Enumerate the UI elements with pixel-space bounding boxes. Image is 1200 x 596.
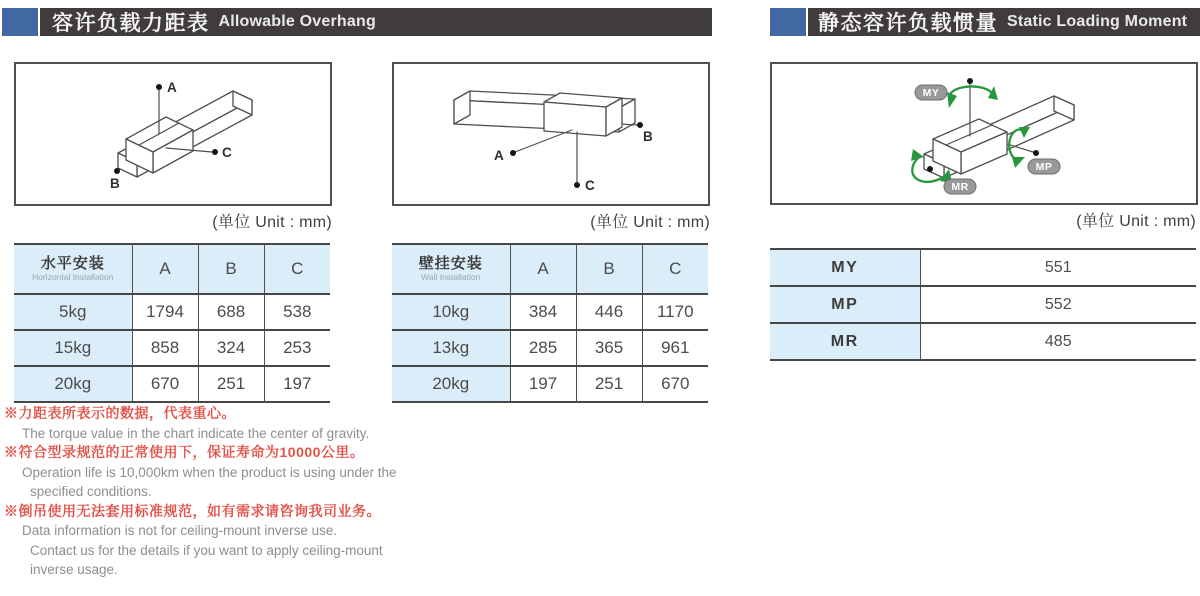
point-b-label: B	[110, 176, 120, 191]
table-row	[392, 330, 708, 366]
table-row	[770, 323, 1196, 360]
table-loading-moment	[770, 248, 1196, 361]
value-cell: 670	[132, 366, 198, 402]
load-cell: 10kg	[392, 294, 510, 330]
note-en: Contact us for the details if you want to apply ceiling-mount	[30, 542, 383, 558]
table-wall-installation	[392, 243, 708, 403]
col-header-a: A	[510, 244, 576, 294]
mr-badge-label: MR	[951, 181, 969, 193]
load-cell: 13kg	[392, 330, 510, 366]
point-c-dot	[574, 182, 580, 188]
value-cell: 538	[264, 294, 330, 330]
value-cell: 285	[510, 330, 576, 366]
point-b-dot	[114, 168, 120, 174]
table-header-row	[392, 244, 708, 294]
unit-label: (单位 Unit : mm)	[1076, 213, 1196, 230]
table-row	[392, 366, 708, 402]
table-row	[14, 294, 330, 330]
note-en: Data information is not for ceiling-mount inverse use.	[22, 523, 338, 538]
note-zh: ※倒吊使用无法套用标准规范，如有需求请咨询我司业务。	[4, 502, 381, 519]
table-row	[770, 286, 1196, 323]
note-zh: ※力距表所表示的数据，代表重心。	[4, 405, 236, 421]
my-axis-dot	[967, 78, 973, 84]
corner-zh: 水平安装	[40, 255, 105, 272]
value-cell: 1794	[132, 294, 198, 330]
value-cell: 961	[642, 330, 708, 366]
section-title-zh: 容许负载力距表	[52, 12, 210, 35]
point-b-label: B	[643, 129, 653, 144]
load-cell: 20kg	[392, 366, 510, 402]
unit-label: (单位 Unit : mm)	[212, 214, 332, 231]
my-badge-label: MY	[922, 87, 940, 99]
moment-value-cell: 551	[920, 249, 1196, 286]
value-cell: 324	[198, 330, 264, 366]
value-cell: 858	[132, 330, 198, 366]
mp-axis-dot	[1033, 150, 1039, 156]
accent-square-left	[2, 8, 38, 36]
section-header-overhang	[40, 8, 712, 36]
corner-en: Wall Installation	[421, 272, 481, 282]
point-c-label: C	[222, 145, 232, 160]
section-title-en: Static Loading Moment	[1007, 13, 1188, 30]
section-title-en: Allowable Overhang	[218, 13, 376, 30]
point-a-label: A	[167, 80, 177, 95]
corner-zh: 壁挂安装	[418, 255, 483, 272]
value-cell: 384	[510, 294, 576, 330]
value-cell: 197	[510, 366, 576, 402]
table-row	[770, 249, 1196, 286]
moment-label-cell: MP	[770, 286, 920, 323]
corner-en: Horizontal Installation	[32, 272, 114, 282]
value-cell: 1170	[642, 294, 708, 330]
value-cell: 670	[642, 366, 708, 402]
value-cell: 197	[264, 366, 330, 402]
note-en: specified conditions.	[30, 484, 152, 499]
value-cell: 446	[576, 294, 642, 330]
diagram-wall-installation	[392, 62, 710, 206]
section-title-zh: 静态容许负载惯量	[818, 12, 998, 35]
note-en: Operation life is 10,000km when the product is using under the	[22, 464, 397, 480]
unit-label: (单位 Unit : mm)	[590, 214, 710, 231]
diagram-horizontal-installation	[14, 62, 332, 206]
point-a-label: A	[494, 148, 504, 163]
value-cell: 251	[198, 366, 264, 402]
value-cell: 251	[576, 366, 642, 402]
section-header-moment	[808, 8, 1200, 36]
corner-cell	[14, 244, 132, 294]
table-header-row	[14, 244, 330, 294]
mr-axis-dot	[927, 166, 933, 172]
moment-rail-drawing	[772, 64, 1196, 203]
moment-label-cell: MR	[770, 323, 920, 360]
horizontal-rail-drawing	[16, 64, 330, 204]
footnotes	[4, 404, 484, 580]
table-row	[14, 330, 330, 366]
point-a-dot	[156, 84, 162, 90]
moment-value-cell: 552	[920, 286, 1196, 323]
diagram-loading-moment	[770, 62, 1198, 205]
col-header-b: B	[576, 244, 642, 294]
table-horizontal-installation	[14, 243, 330, 403]
col-header-a: A	[132, 244, 198, 294]
point-c-dot	[212, 149, 218, 155]
table-row	[392, 294, 708, 330]
point-b-dot	[637, 122, 643, 128]
wall-rail-drawing	[394, 64, 708, 204]
value-cell: 688	[198, 294, 264, 330]
point-c-label: C	[585, 178, 595, 193]
table-row	[14, 366, 330, 402]
accent-square-right	[770, 8, 806, 36]
value-cell: 365	[576, 330, 642, 366]
note-en: inverse usage.	[30, 562, 118, 577]
col-header-c: C	[642, 244, 708, 294]
moment-value-cell: 485	[920, 323, 1196, 360]
note-en: The torque value in the chart indicate the center of gravity.	[22, 425, 370, 441]
moment-label-cell: MY	[770, 249, 920, 286]
corner-cell	[392, 244, 510, 294]
point-a-dot	[510, 150, 516, 156]
col-header-b: B	[198, 244, 264, 294]
load-cell: 20kg	[14, 366, 132, 402]
load-cell: 5kg	[14, 294, 132, 330]
load-cell: 15kg	[14, 330, 132, 366]
note-zh: ※符合型录规范的正常使用下，保证寿命为10000公里。	[4, 444, 365, 460]
col-header-c: C	[264, 244, 330, 294]
value-cell: 253	[264, 330, 330, 366]
mp-badge-label: MP	[1035, 161, 1053, 173]
